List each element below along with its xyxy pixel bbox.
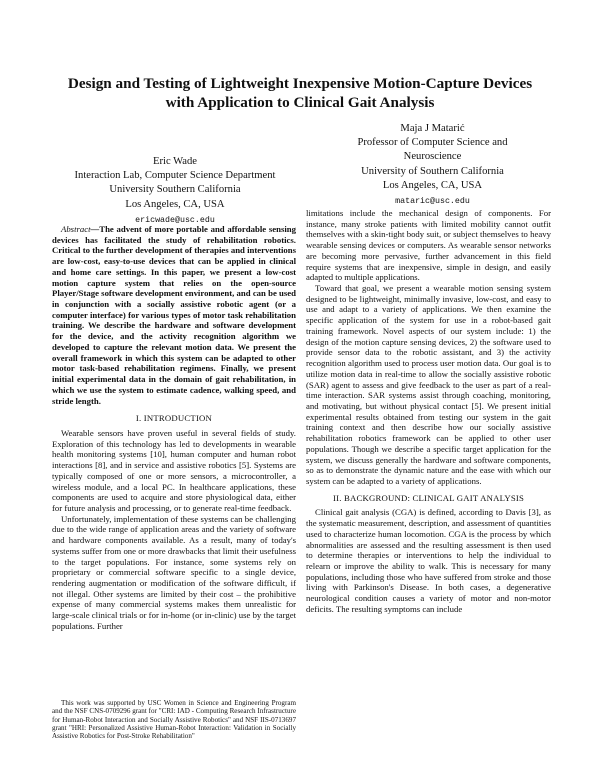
author-email[interactable]: mataric@usc.edu <box>395 197 470 207</box>
title-line-1: Design and Testing of Lightweight Inexpensive Motion-Capture Devices <box>67 75 533 92</box>
body-paragraph: limitations include the mechanical design of components. For instance, many stroke patients with limited mobility cannot outfit themselves with a skin-tight body suit, or subject themselves to heavy wearable sensing devices or computers. As wearable sensor networks are becoming more pervasive, further advancement in this field require systems that are inexpensive, simple in design, and easily adapted to multiple applications. <box>306 208 551 283</box>
author-affiliation: Neuroscience <box>403 151 462 163</box>
author-affiliation: University Southern California <box>109 184 241 196</box>
abstract-label: Abstract <box>61 224 91 234</box>
author-name: Eric Wade <box>153 156 197 167</box>
abstract: Abstract—The advent of more portable and affordable sensing devices has facilitated the study of rehabilitation robotics. Critical to the further development of therapies and interventions are low-cost, easy-to-use devices that can be applied in clinical and home care settings. In this paper, we present a low-cost motion capture system that relies on the open-source Player/Stage software development environment, and can be used in conjunction with a socially assistive robotic agent (or a computer interface) for various types of motor task rehabilitation training. We describe the hardware and software development for the device, and the activity recognition algorithm we developed to capture the relevant motion data. We present the overall framework in which this system can be adapted to other motor task-based rehabilitation regimens. Finally, we present initial experimental data in the domain of gait rehabilitation, in which we use the system to estimate cadence, walking speed, and stride length. <box>52 224 296 406</box>
author-affiliation: University of Southern California <box>361 165 504 177</box>
body-paragraph: Clinical gait analysis (CGA) is defined, according to Davis [3], as the systematic measurement, description, and assessment of quantities used to characterize human locomotion. CGA is the process by which abnormalities are assessed and the resulting assessment is then used to determine therapies or interventions to help the individual to relearn or improve the ability to walk. This is necessary for many populations, including those who have suffered from stroke and those living with Parkinson's Disease. In both cases, a degenerative neurological condition causes a variety of motor and non-motor deficits. The resulting symptoms can include <box>306 507 551 614</box>
author-email[interactable]: ericwade@usc.edu <box>135 215 215 225</box>
section-heading-introduction: I. INTRODUCTION <box>135 413 213 424</box>
right-column <box>306 208 551 615</box>
author-block-1 <box>40 155 310 228</box>
footnote <box>52 699 296 740</box>
body-paragraph: Unfortunately, implementation of these systems can be challenging due to the wide range of application areas and the variety of software and hardware components available. As a result, many of today's systems suffer from one or more drawbacks that limit their usefulness to the target populations. For instance, some systems rely on proprietary or commercial software specific to a single device, rendering augmentation or modification of the software difficult, if not illegal. Other systems are limited by their cost – the prohibitive expense of many commercial systems makes them unrealistic for large-scale clinical trials or for in-home (or in-clinic) use by the target populations. Further <box>52 513 296 631</box>
author-location: Los Angeles, CA, USA <box>125 198 225 210</box>
left-column <box>52 224 296 632</box>
author-affiliation: Professor of Computer Science and <box>357 137 508 149</box>
author-name: Maja J Matarić <box>400 123 465 134</box>
body-paragraph: Wearable sensors have proven useful in several fields of study. Exploration of this technology has led to developments in wearable health monitoring systems [10], human computer and human robot interactions [8], and in service and assistive robotics [5]. Systems are typically composed of one or more sensors, a microcontroller, a wireless module, and a local PC. In healthcare applications, these components are used to acquire and store physiological data, either for future analysis and processing, or to generate real-time feedback. <box>52 427 296 513</box>
author-location: Los Angeles, CA, USA <box>382 179 483 191</box>
section-heading-background: II. BACKGROUND: CLINICAL GAIT ANALYSIS <box>332 492 525 503</box>
author-affiliation: Interaction Lab, Computer Science Department <box>74 170 276 182</box>
title-line-2: with Application to Clinical Gait Analysis <box>165 94 435 111</box>
funding-footnote: This work was supported by USC Women in Science and Engineering Program and the NSF CNS-0709296 grant for "CRI: IAD - Computing Research Infrastructure for Human-Robot Interaction and Socially Assistive Robotics" and NSF IIS-0713697 grant "HRI: Personalized Assistive Human-Robot Interaction: Validation in Socially Assistive Robotics for Post-Stroke Rehabilitation" <box>52 699 296 741</box>
abstract-text: The advent of more portable and affordable sensing devices has facilitated the study of rehabilitation robotics. Critical to the further development of therapies and interventions are low-cost, easy-to-use devices that can be applied in clinical and home care settings. In this paper, we present a low-cost motion capture system that relies on the open-source Player/Stage software development environment, and can be used in conjunction with a socially assistive robotic agent (or a computer interface) for various types of motor task rehabilitation training. We describe the hardware and software development for the device, and the activity recognition algorithm we developed to capture the relevant motion data. We present the overall framework in which this system can be adapted to other motor task-based rehabilitation regimens. Finally, we present initial experimental data in the domain of gait rehabilitation, in which we use the system to estimate cadence, walking speed, and stride length. <box>52 224 296 406</box>
paper-title <box>40 74 560 112</box>
author-block-2 <box>305 122 560 209</box>
body-paragraph: Toward that goal, we present a wearable motion sensing system designed to be lightweight, minimally invasive, low-cost, and easy to use and adapt to a variety of applications. We then examine the specific application of the system for use in a robot-based gait training framework. Novel aspects of our system include: 1) the design of the motion capture sensing devices, 2) the software used to provide sensor data to the robotic assistant, and 3) the activity recognition algorithm used to process user motion data. Our goal is to utilize motion data in real-time to allow the socially assistive robotic (SAR) agent to assess and give feedback to the user as part of a real-time interaction. SAR systems assist through coaching, monitoring, and motivating, but without physical contact [5]. We present initial experimental results obtained from testing our system in the gait training context and then describe how our socially assistive rehabilitation robotics framework can be applied to other user populations. Though we describe a specific target application for the system, we discuss generally the hardware and software components, so as to demonstrate the dynamic nature and the ease with which our system can be adapted to a variety of applications. <box>306 283 551 486</box>
